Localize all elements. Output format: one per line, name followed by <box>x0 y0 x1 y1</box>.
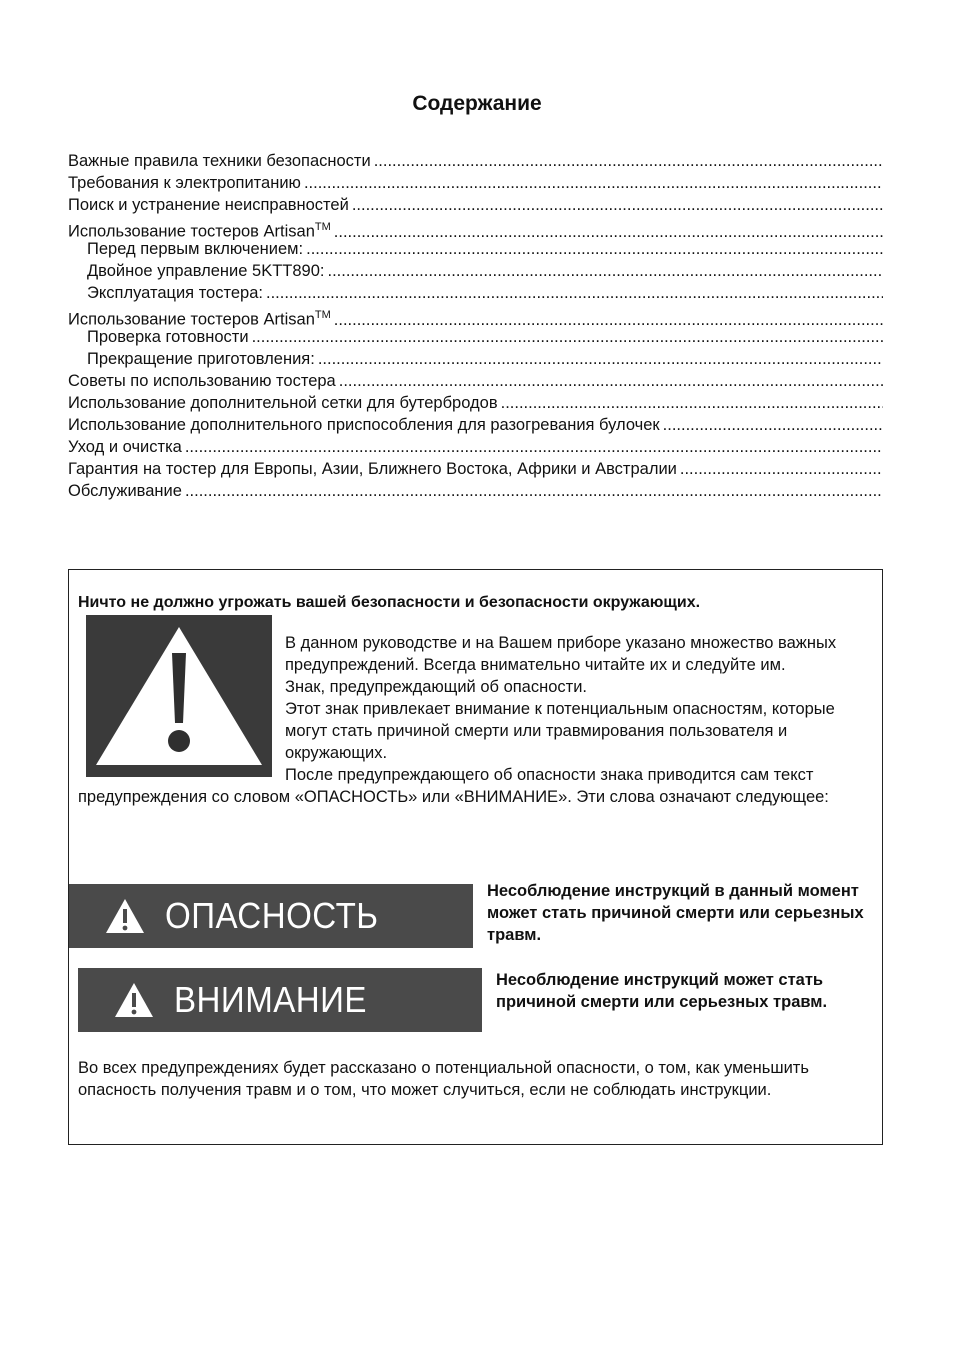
toc-entry-label <box>87 348 315 370</box>
danger-label: ОПАСНОСТЬ <box>165 895 379 936</box>
toc-entry-label <box>68 172 301 194</box>
toc-entry[interactable] <box>68 458 883 480</box>
danger-description: Несоблюдение инструкций в данный момент может стать причиной смерти или серьезных травм. <box>487 882 864 944</box>
toc-entry-text: Использование дополнительной сетки для бутербродов <box>68 394 498 412</box>
toc-entry[interactable] <box>68 172 883 194</box>
toc-entry-label <box>68 150 371 172</box>
toc-entry-label <box>87 282 263 304</box>
toc-entry-label <box>87 326 249 348</box>
toc-leader-dots <box>680 458 883 480</box>
toc-leader-dots <box>185 436 883 458</box>
toc-entry[interactable] <box>68 238 883 260</box>
toc-entry-label <box>68 370 336 392</box>
warning-label: ВНИМАНИЕ <box>174 979 367 1020</box>
intro-paragraph: После предупреждающего об опасности знака приводится сам текст предупреждения со словом «ОПАСНОСТЬ» или «ВНИМАНИЕ». Эти слова означают следующее: <box>78 766 829 806</box>
toc-entry-label <box>68 458 677 480</box>
danger-banner <box>69 884 473 948</box>
toc-entry-text: Двойное управление 5KTT890: <box>87 262 325 280</box>
toc-entry[interactable] <box>68 194 883 216</box>
toc-entry-text: Использование дополнительного приспособления для разогревания булочек <box>68 416 660 434</box>
toc-entry[interactable] <box>68 348 883 370</box>
toc-entry-text: Перед первым включением: <box>87 240 304 258</box>
toc-entry-label <box>68 436 182 458</box>
warning-description: Несоблюдение инструкций может стать причиной смерти или серьезных травм. <box>496 971 828 1011</box>
safety-heading: Ничто не должно угрожать вашей безопасности и безопасности окружающих. <box>78 594 701 611</box>
toc-entry-label <box>68 480 182 502</box>
warning-triangle-icon <box>86 615 272 777</box>
trademark-sup: TM <box>314 221 331 233</box>
toc-entry[interactable] <box>68 150 883 172</box>
toc-entry[interactable] <box>68 414 883 436</box>
safety-footer: Во всех предупреждениях будет рассказано о потенциальной опасности, о том, как уменьшить опасность получения травм и о том, что может случиться, если не соблюдать инструкции. <box>78 1059 809 1099</box>
safety-box <box>68 569 883 1145</box>
toc-entry-label <box>68 414 660 436</box>
toc-entry-text: Использование тостеров Artisan <box>68 310 315 329</box>
toc-entry-text: Советы по использованию тостера <box>68 372 336 390</box>
toc-leader-dots <box>304 172 883 194</box>
toc-entry-text: Эксплуатация тостера: <box>87 284 263 302</box>
toc-entry-text: Прекращение приготовления: <box>87 350 315 368</box>
toc-leader-dots <box>339 370 883 392</box>
toc-entry-text: Обслуживание <box>68 482 182 500</box>
toc-leader-dots <box>306 238 883 260</box>
toc-entry[interactable] <box>68 260 883 282</box>
toc-entry-text: Проверка готовности <box>87 328 249 346</box>
toc-entry-label <box>87 238 303 260</box>
toc-entry[interactable] <box>68 480 883 502</box>
toc-leader-dots <box>327 260 883 282</box>
intro-paragraph: В данном руководстве и на Вашем приборе указано множество важных предупреждений. Всегда внимательно читайте их и следуйте им. <box>285 634 837 674</box>
warning-triangle-icon <box>105 897 145 935</box>
trademark-sup: TM <box>314 309 331 321</box>
toc-entry-text: Использование тостеров Artisan <box>68 222 315 241</box>
toc-entry[interactable] <box>68 370 883 392</box>
toc-entry-label <box>68 194 349 216</box>
warning-triangle-icon <box>114 981 154 1019</box>
toc-leader-dots <box>352 194 883 216</box>
toc-leader-dots <box>252 326 883 348</box>
toc-leader-dots <box>318 348 883 370</box>
table-of-contents <box>68 150 883 502</box>
warning-banner <box>78 968 482 1032</box>
toc-entry-text: Гарантия на тостер для Европы, Азии, Ближнего Востока, Африки и Австралии <box>68 460 677 478</box>
toc-entry[interactable] <box>68 436 883 458</box>
toc-leader-dots <box>185 480 883 502</box>
intro-paragraph: Этот знак привлекает внимание к потенциальным опасностям, которые могут стать причиной смерти или травмирования пользователя и окружающих. <box>285 700 835 762</box>
toc-entry[interactable] <box>68 326 883 348</box>
toc-entry-text: Поиск и устранение неисправностей <box>68 196 349 214</box>
toc-entry-text: Важные правила техники безопасности <box>68 152 371 170</box>
toc-entry-text: Уход и очистка <box>68 438 182 456</box>
toc-entry[interactable] <box>68 392 883 414</box>
toc-leader-dots <box>374 150 883 172</box>
toc-entry-label <box>68 392 498 414</box>
page-title: Содержание <box>412 92 542 115</box>
toc-entry[interactable] <box>68 304 883 329</box>
toc-entry-label <box>87 260 324 282</box>
toc-entry[interactable] <box>68 216 883 241</box>
toc-leader-dots <box>663 414 883 436</box>
toc-entry-text: Требования к электропитанию <box>68 174 301 192</box>
toc-leader-dots <box>501 392 883 414</box>
intro-paragraph: Знак, предупреждающий об опасности. <box>285 678 588 696</box>
toc-leader-dots <box>266 282 883 304</box>
toc-entry[interactable] <box>68 282 883 304</box>
